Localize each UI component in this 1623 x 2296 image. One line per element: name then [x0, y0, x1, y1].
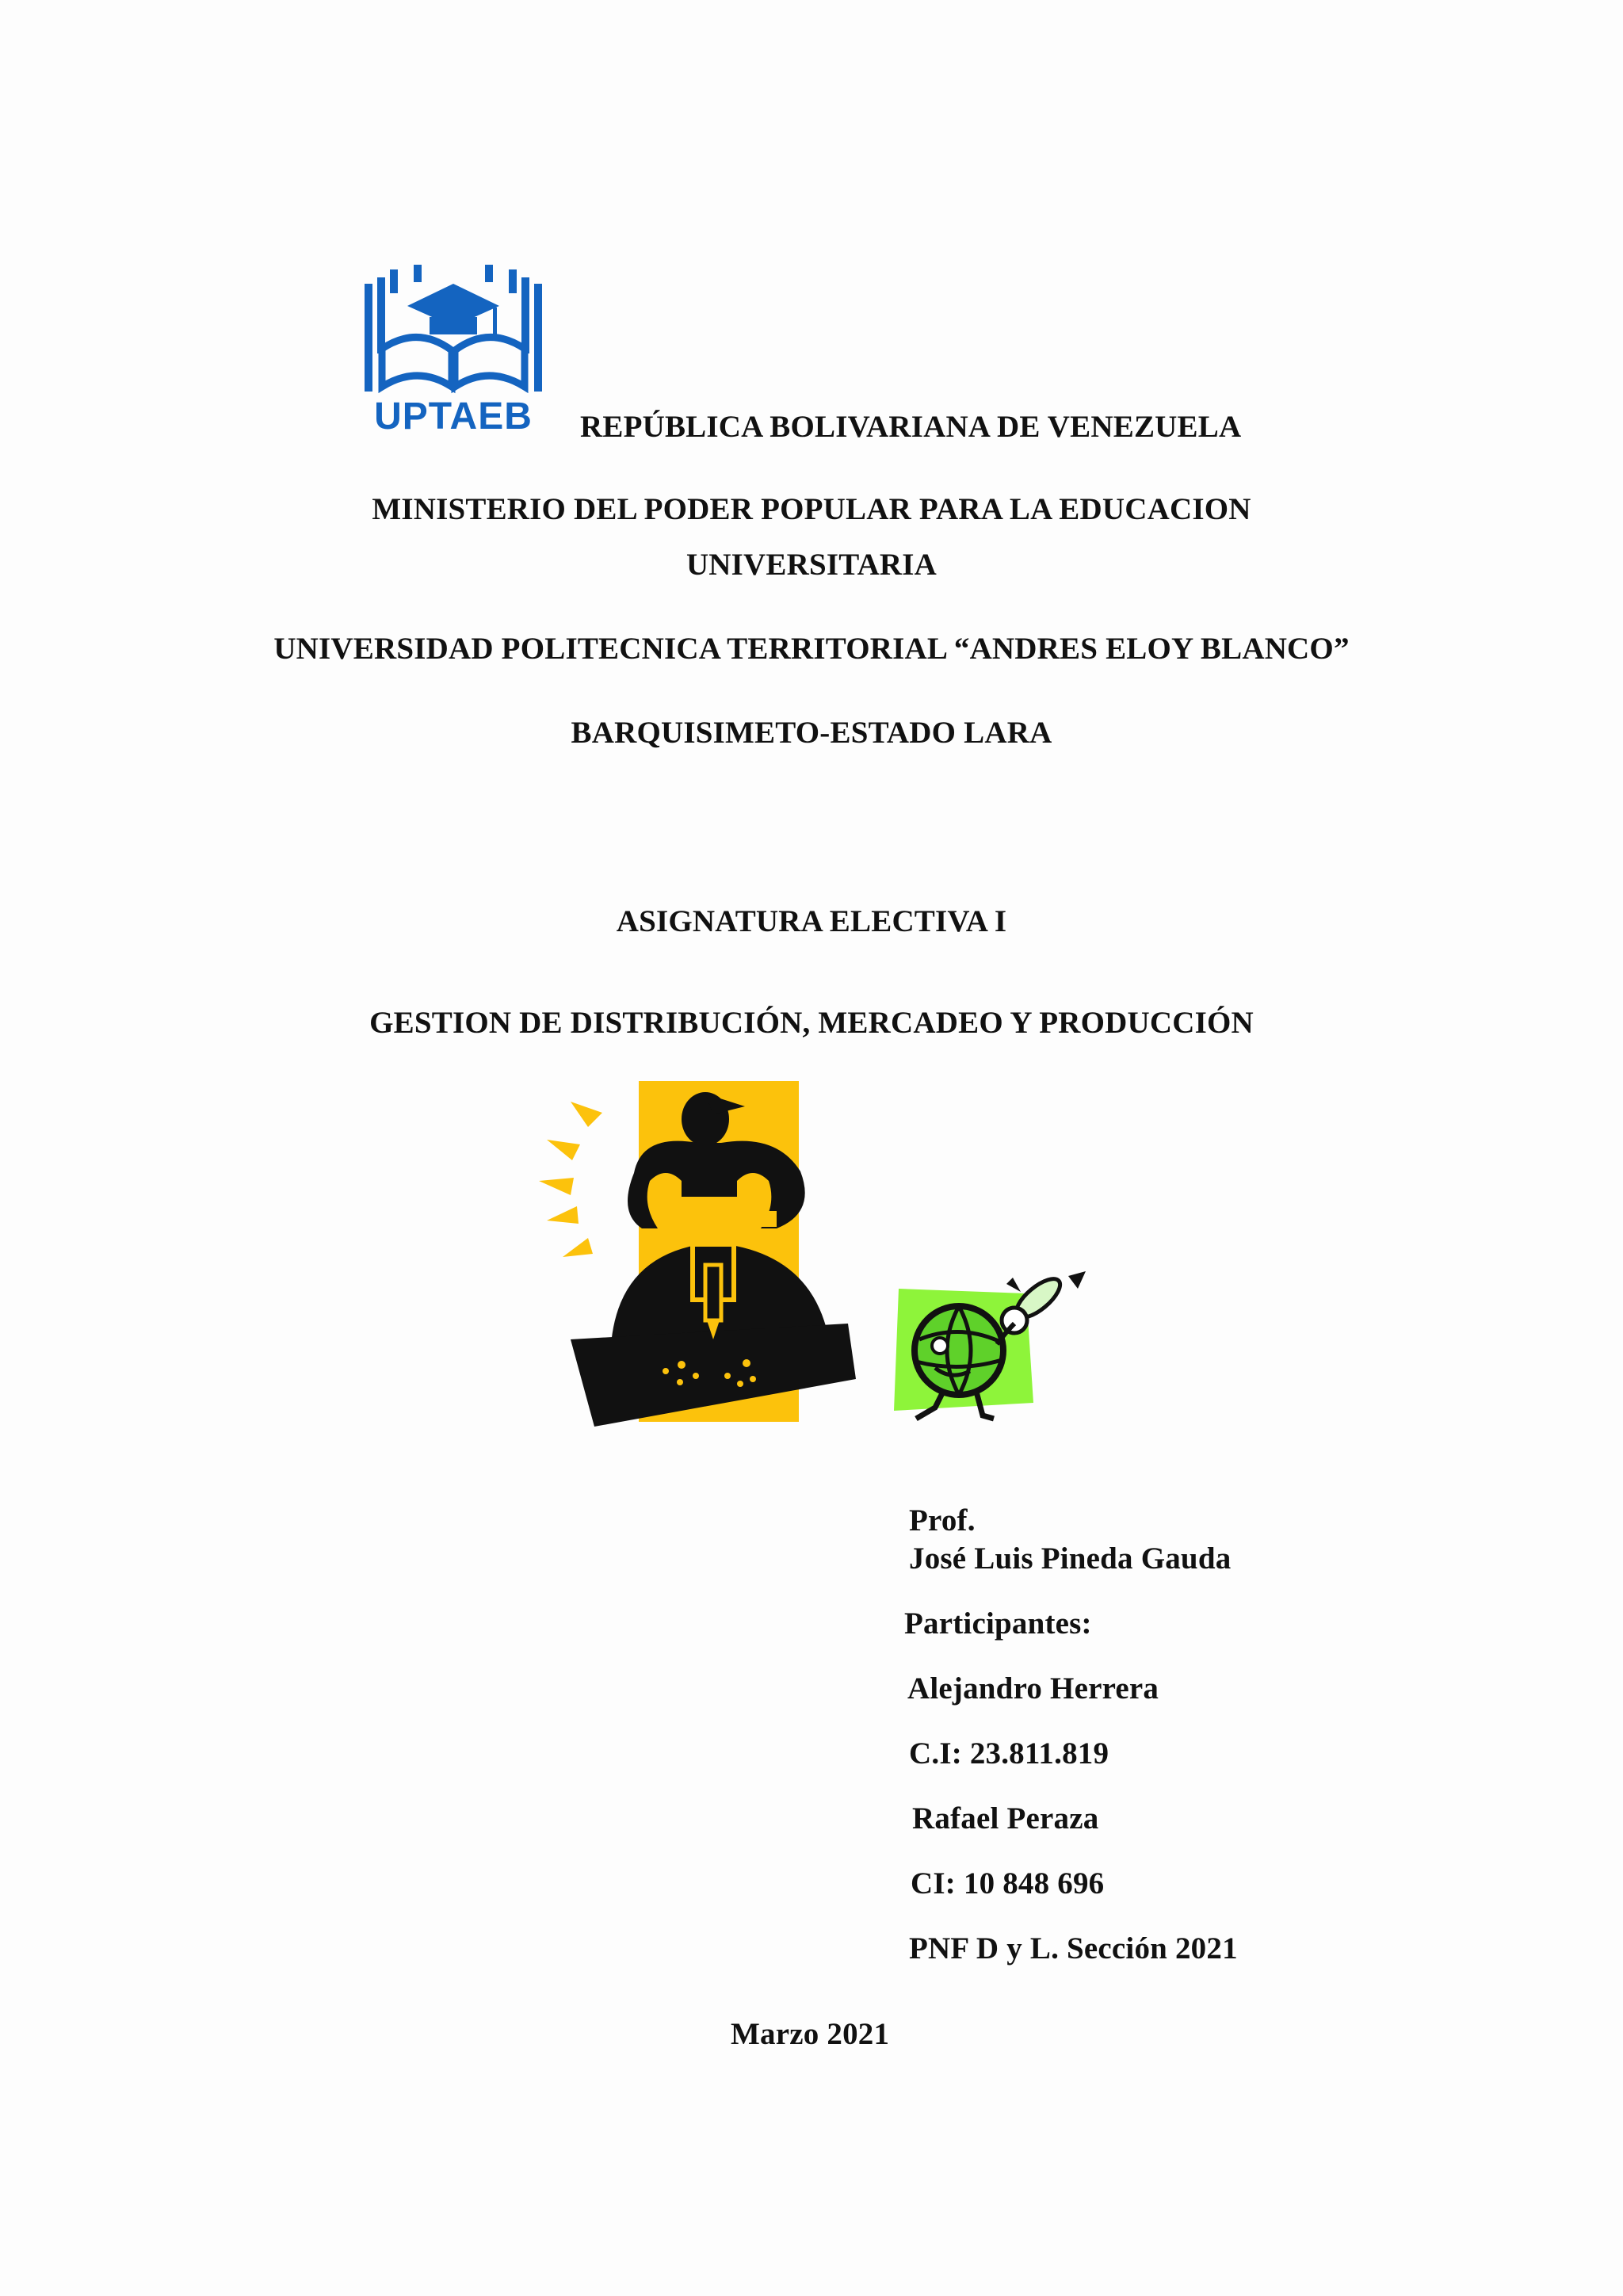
section-info: PNF D y L. Sección 2021 [909, 1931, 1238, 1966]
subject-heading: ASIGNATURA ELECTIVA I [616, 904, 1007, 938]
university-heading: UNIVERSIDAD POLITECNICA TERRITORIAL “ANDRES ELOY BLANCO” [273, 632, 1350, 666]
course-title: GESTION DE DISTRIBUCIÓN, MERCADEO Y PRODUCCIÓN [369, 1006, 1254, 1040]
jackhammer-worker-icon [539, 1078, 872, 1435]
prof-name: José Luis Pineda Gauda [909, 1541, 1232, 1576]
uptaeb-logo [358, 262, 548, 436]
walking-globe-rocket-icon [888, 1268, 1094, 1435]
logo-text: UPTAEB [374, 395, 533, 437]
participants-label: Participantes: [904, 1606, 1092, 1641]
location-heading: BARQUISIMETO-ESTADO LARA [571, 716, 1052, 750]
participant-2-ci: CI: 10 848 696 [911, 1866, 1105, 1901]
ministry-heading-line2: UNIVERSITARIA [685, 548, 938, 582]
participant-2-name: Rafael Peraza [912, 1801, 1099, 1836]
participant-1-name: Alejandro Herrera [907, 1671, 1159, 1706]
republic-heading: REPÚBLICA BOLIVARIANA DE VENEZUELA [580, 410, 1242, 444]
prof-label: Prof. [909, 1503, 976, 1538]
participant-1-ci: C.I: 23.811.819 [909, 1736, 1109, 1771]
ministry-heading-line1: MINISTERIO DEL PODER POPULAR PARA LA EDUCACION [372, 492, 1251, 526]
date: Marzo 2021 [731, 2017, 890, 2051]
